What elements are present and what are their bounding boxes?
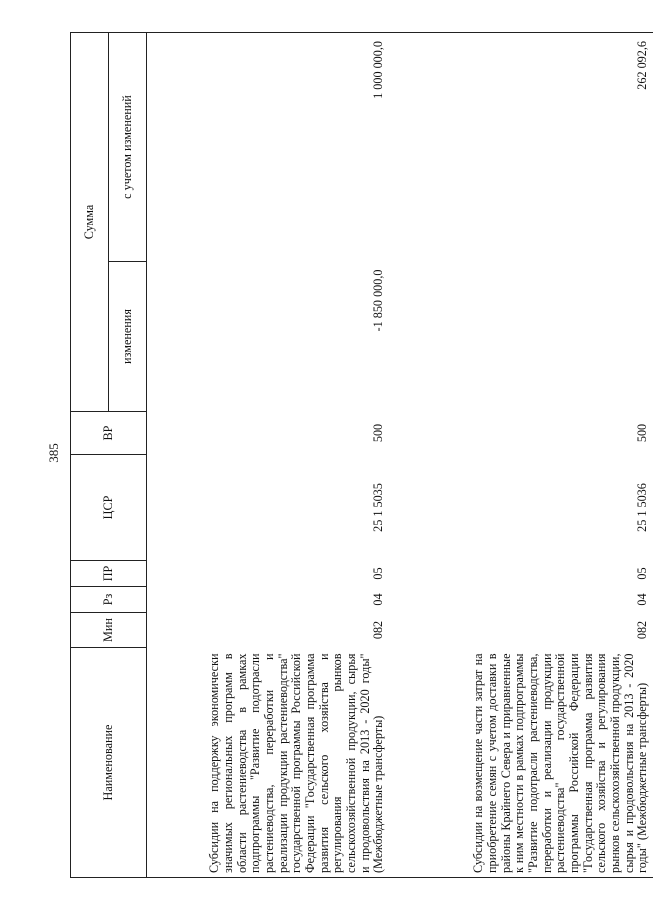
row-change: -1 850 000,0 <box>371 269 386 332</box>
header-sum: Сумма <box>71 32 109 411</box>
header-changes: изменения <box>109 262 147 412</box>
table-row <box>147 32 390 877</box>
row-rz: 04 <box>371 593 386 606</box>
row-name: Субсидии на возмещение части затрат на приобретение семян с учетом доставки в районы Крайнего Севера и приравненные к ним местности в рамках подпрограммы "Развитие подотрасли растениеводства, переработки и реализации продукции растениеводства" государственной программы Российской Федерации "Государственная программа развития сельского хозяйства и регулирования рынков сельскохозяйственной продукции, сырья и продовольствия на 2013 - 2020 годы" (Межбюджетные трансферты) <box>389 648 653 878</box>
row-csr: 25 1 5035 <box>371 483 386 532</box>
header-name: Наименование <box>71 648 147 878</box>
row-min: 082 <box>371 620 386 640</box>
header-pr: ПР <box>71 561 147 587</box>
header-min: Мин <box>71 613 147 648</box>
header-with-changes: с учетом изменений <box>109 32 147 261</box>
row-pr: 05 <box>635 567 650 580</box>
table-row <box>389 32 653 877</box>
row-vr: 500 <box>635 423 650 443</box>
row-vr: 500 <box>371 423 386 443</box>
row-with-changes: 1 000 000,0 <box>147 32 390 261</box>
header-vr: ВР <box>71 412 147 455</box>
row-with-changes: 262 092,6 <box>389 32 653 261</box>
row-rz: 04 <box>635 593 650 606</box>
header-rz: Рз <box>71 587 147 613</box>
budget-table <box>70 32 653 878</box>
row-min: 082 <box>635 620 650 640</box>
row-change <box>389 262 653 412</box>
header-csr: ЦСР <box>71 455 147 561</box>
row-pr: 05 <box>371 567 386 580</box>
rotated-table-container <box>70 33 650 878</box>
page-number: 385 <box>45 443 61 463</box>
row-name: Субсидии на поддержку экономически значимых региональных программ в области растениеводства в рамках подпрограммы "Развитие подотрасли растениеводства, переработки и реализации продукции растениеводства" государственной программы Российской Федерации "Государственная программа развития сельского хозяйства и регулирования рынков сельскохозяйственной продукции, сырья и продовольствия на 2013 - 2020 годы" (Межбюджетные трансферты) <box>147 648 390 878</box>
row-csr: 25 1 5036 <box>635 483 650 532</box>
